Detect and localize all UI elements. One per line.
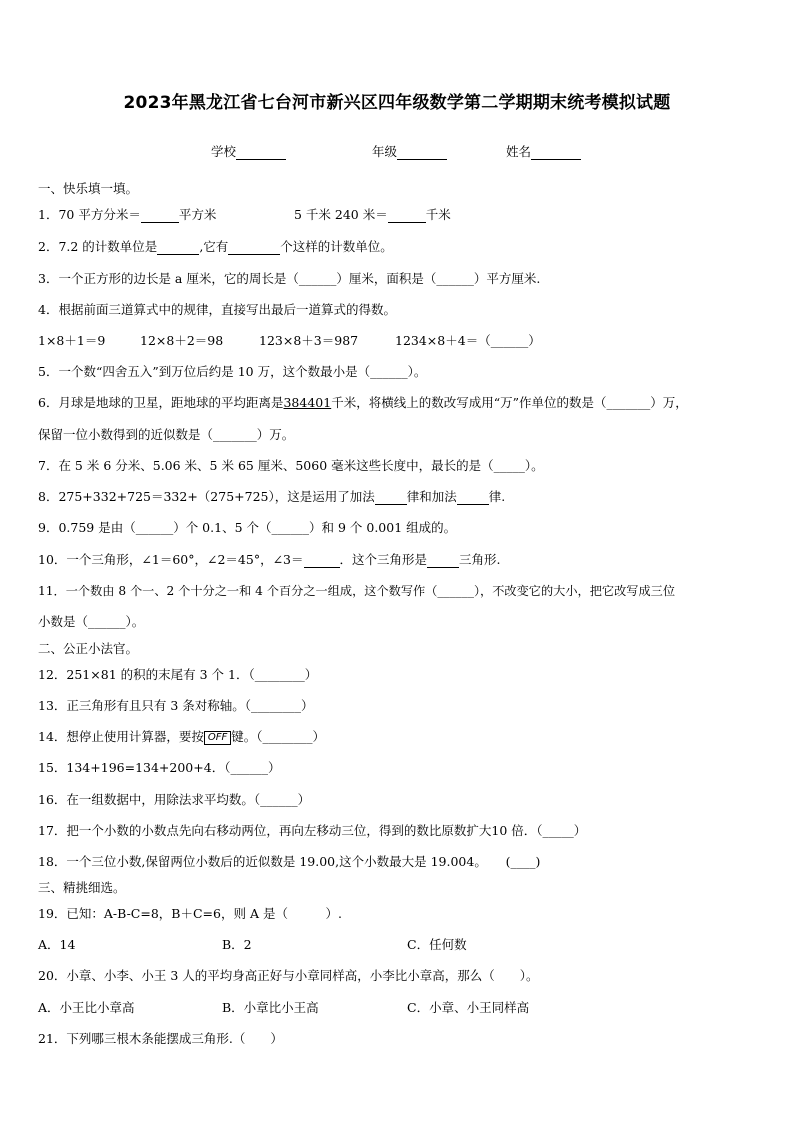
q6-underlined-number: 384401 — [283, 395, 332, 410]
question-6-continued: 保留一位小数得到的近似数是（_______）万。 — [38, 427, 295, 442]
grade-field — [372, 142, 447, 160]
q1-blank-b[interactable] — [388, 208, 426, 223]
q14-part-b: 键。（________） — [231, 729, 326, 744]
section-heading-1: 一、快乐填一填。 — [38, 181, 139, 196]
question-17: 17．把一个小数的小数点先向右移动两位，再向左移动三位，得到的数比原数扩大10 倍．（_____） — [38, 823, 587, 838]
q19-option-a[interactable]: A．14 — [38, 937, 76, 952]
question-5: 5．一个数“四舍五入”到万位后约是 10 万，这个数最小是（______）。 — [38, 364, 427, 379]
question-15: 15．134+196=134+200+4．（______） — [38, 760, 281, 775]
section-heading-3: 三、精挑细选。 — [38, 880, 126, 895]
q4-equation-1: 1×8＋1＝9 — [38, 333, 106, 348]
q1-blank-a[interactable] — [141, 208, 179, 223]
question-6 — [38, 395, 688, 411]
question-12: 12．251×81 的积的末尾有 3 个 1．（________） — [38, 667, 318, 682]
q19-option-b[interactable]: B．2 — [222, 937, 252, 952]
q1-part-b: 5 千米 240 米＝ — [294, 207, 388, 222]
question-4: 4．根据前面三道算式中的规律，直接写出最后一道算式的得数。 — [38, 302, 396, 317]
name-blank[interactable] — [531, 145, 581, 160]
q2-part-c: 个这样的计数单位。 — [280, 239, 393, 254]
q4-equation-2: 12×8＋2＝98 — [140, 333, 224, 348]
q20-option-c[interactable]: C．小章、小王同样高 — [407, 1000, 530, 1015]
school-label: 学校 — [211, 144, 237, 159]
question-2 — [38, 239, 393, 255]
q2-blank-b[interactable] — [228, 240, 280, 255]
grade-label: 年级 — [372, 144, 398, 159]
q1-unit-b: 千米 — [425, 207, 451, 222]
q8-part-b: 律和加法 — [406, 489, 457, 504]
question-11: 11．一个数由 8 个一、2 个十分之一和 4 个百分之一组成，这个数写作（______），不改变它的大小，把它改写成三位 — [38, 584, 676, 598]
section-heading-2: 二、公正小法官。 — [38, 641, 139, 656]
name-label: 姓名 — [506, 144, 532, 159]
question-14 — [38, 729, 325, 745]
question-10 — [38, 552, 501, 568]
question-1 — [38, 207, 216, 223]
question-7: 7．在 5 米 6 分米、5.06 米、5 米 65 厘米、5060 毫米这些长度中，最长的是（_____）。 — [38, 458, 544, 473]
page-title: 2023年黑龙江省七台河市新兴区四年级数学第二学期期末统考模拟试题 — [123, 93, 671, 113]
q8-blank-a[interactable] — [375, 490, 407, 505]
q4-equation-4: 1234×8＋4＝（______） — [395, 333, 541, 348]
q1-unit-a: 平方米 — [178, 207, 217, 222]
q10-part-b: ．这个三角形是 — [339, 552, 428, 567]
q4-equation-3: 123×8＋3＝987 — [259, 333, 359, 348]
q1-part-a: 1．70 平方分米＝ — [38, 207, 141, 222]
question-18: 18．一个三位小数,保留两位小数后的近似数是 19.00,这个小数最大是 19.004。 (____) — [38, 854, 541, 869]
q8-part-c: 律. — [488, 489, 506, 504]
name-field — [506, 142, 581, 160]
q6-part-a: 6．月球是地球的卫星，距地球的平均距离是 — [38, 395, 284, 410]
q10-blank-b[interactable] — [427, 553, 459, 568]
q20-option-a[interactable]: A．小王比小章高 — [38, 1000, 135, 1015]
q14-part-a: 14．想停止使用计算器，要按 — [38, 729, 204, 744]
q10-blank-a[interactable] — [304, 553, 340, 568]
question-8 — [38, 489, 505, 505]
school-blank[interactable] — [236, 145, 286, 160]
question-19: 19．已知：A-B-C=8，B＋C=6，则 A 是（ ）. — [38, 906, 342, 921]
question-21: 21．下列哪三根木条能摆成三角形.（ ） — [38, 1031, 283, 1046]
question-9: 9．0.759 是由（______）个 0.1、5 个（______）和 9 个 0.001 组成的。 — [38, 520, 457, 535]
q6-part-b: 千米，将横线上的数改写成用“万”作单位的数是（_______）万， — [331, 395, 688, 410]
question-20: 20．小章、小李、小王 3 人的平均身高正好与小章同样高，小李比小章高，那么（ ）。 — [38, 968, 539, 983]
q20-option-b[interactable]: B．小章比小王高 — [222, 1000, 319, 1015]
grade-blank[interactable] — [397, 145, 447, 160]
q2-blank-a[interactable] — [157, 240, 199, 255]
q8-blank-b[interactable] — [457, 490, 489, 505]
question-11-continued: 小数是（______）。 — [38, 614, 145, 629]
question-3: 3．一个正方形的边长是 a 厘米，它的周长是（______）厘米，面积是（______）平方厘米. — [38, 271, 541, 286]
question-16: 16．在一组数据中，用除法求平均数。（______） — [38, 792, 311, 807]
q8-part-a: 8．275+332+725＝332+（275+725），这是运用了加法 — [38, 489, 375, 504]
off-key-icon: OFF — [204, 731, 231, 745]
question-13: 13．正三角形有且只有 3 条对称轴。（________） — [38, 698, 314, 713]
q10-part-a: 10．一个三角形，∠1＝60°，∠2＝45°，∠3＝ — [38, 552, 304, 567]
q2-part-b: ,它有 — [199, 239, 229, 254]
q2-part-a: 2．7.2 的计数单位是 — [38, 239, 158, 254]
q10-part-c: 三角形. — [459, 552, 501, 567]
q19-option-c[interactable]: C．任何数 — [407, 937, 467, 952]
school-field — [211, 142, 286, 160]
question-1-b — [294, 207, 451, 223]
